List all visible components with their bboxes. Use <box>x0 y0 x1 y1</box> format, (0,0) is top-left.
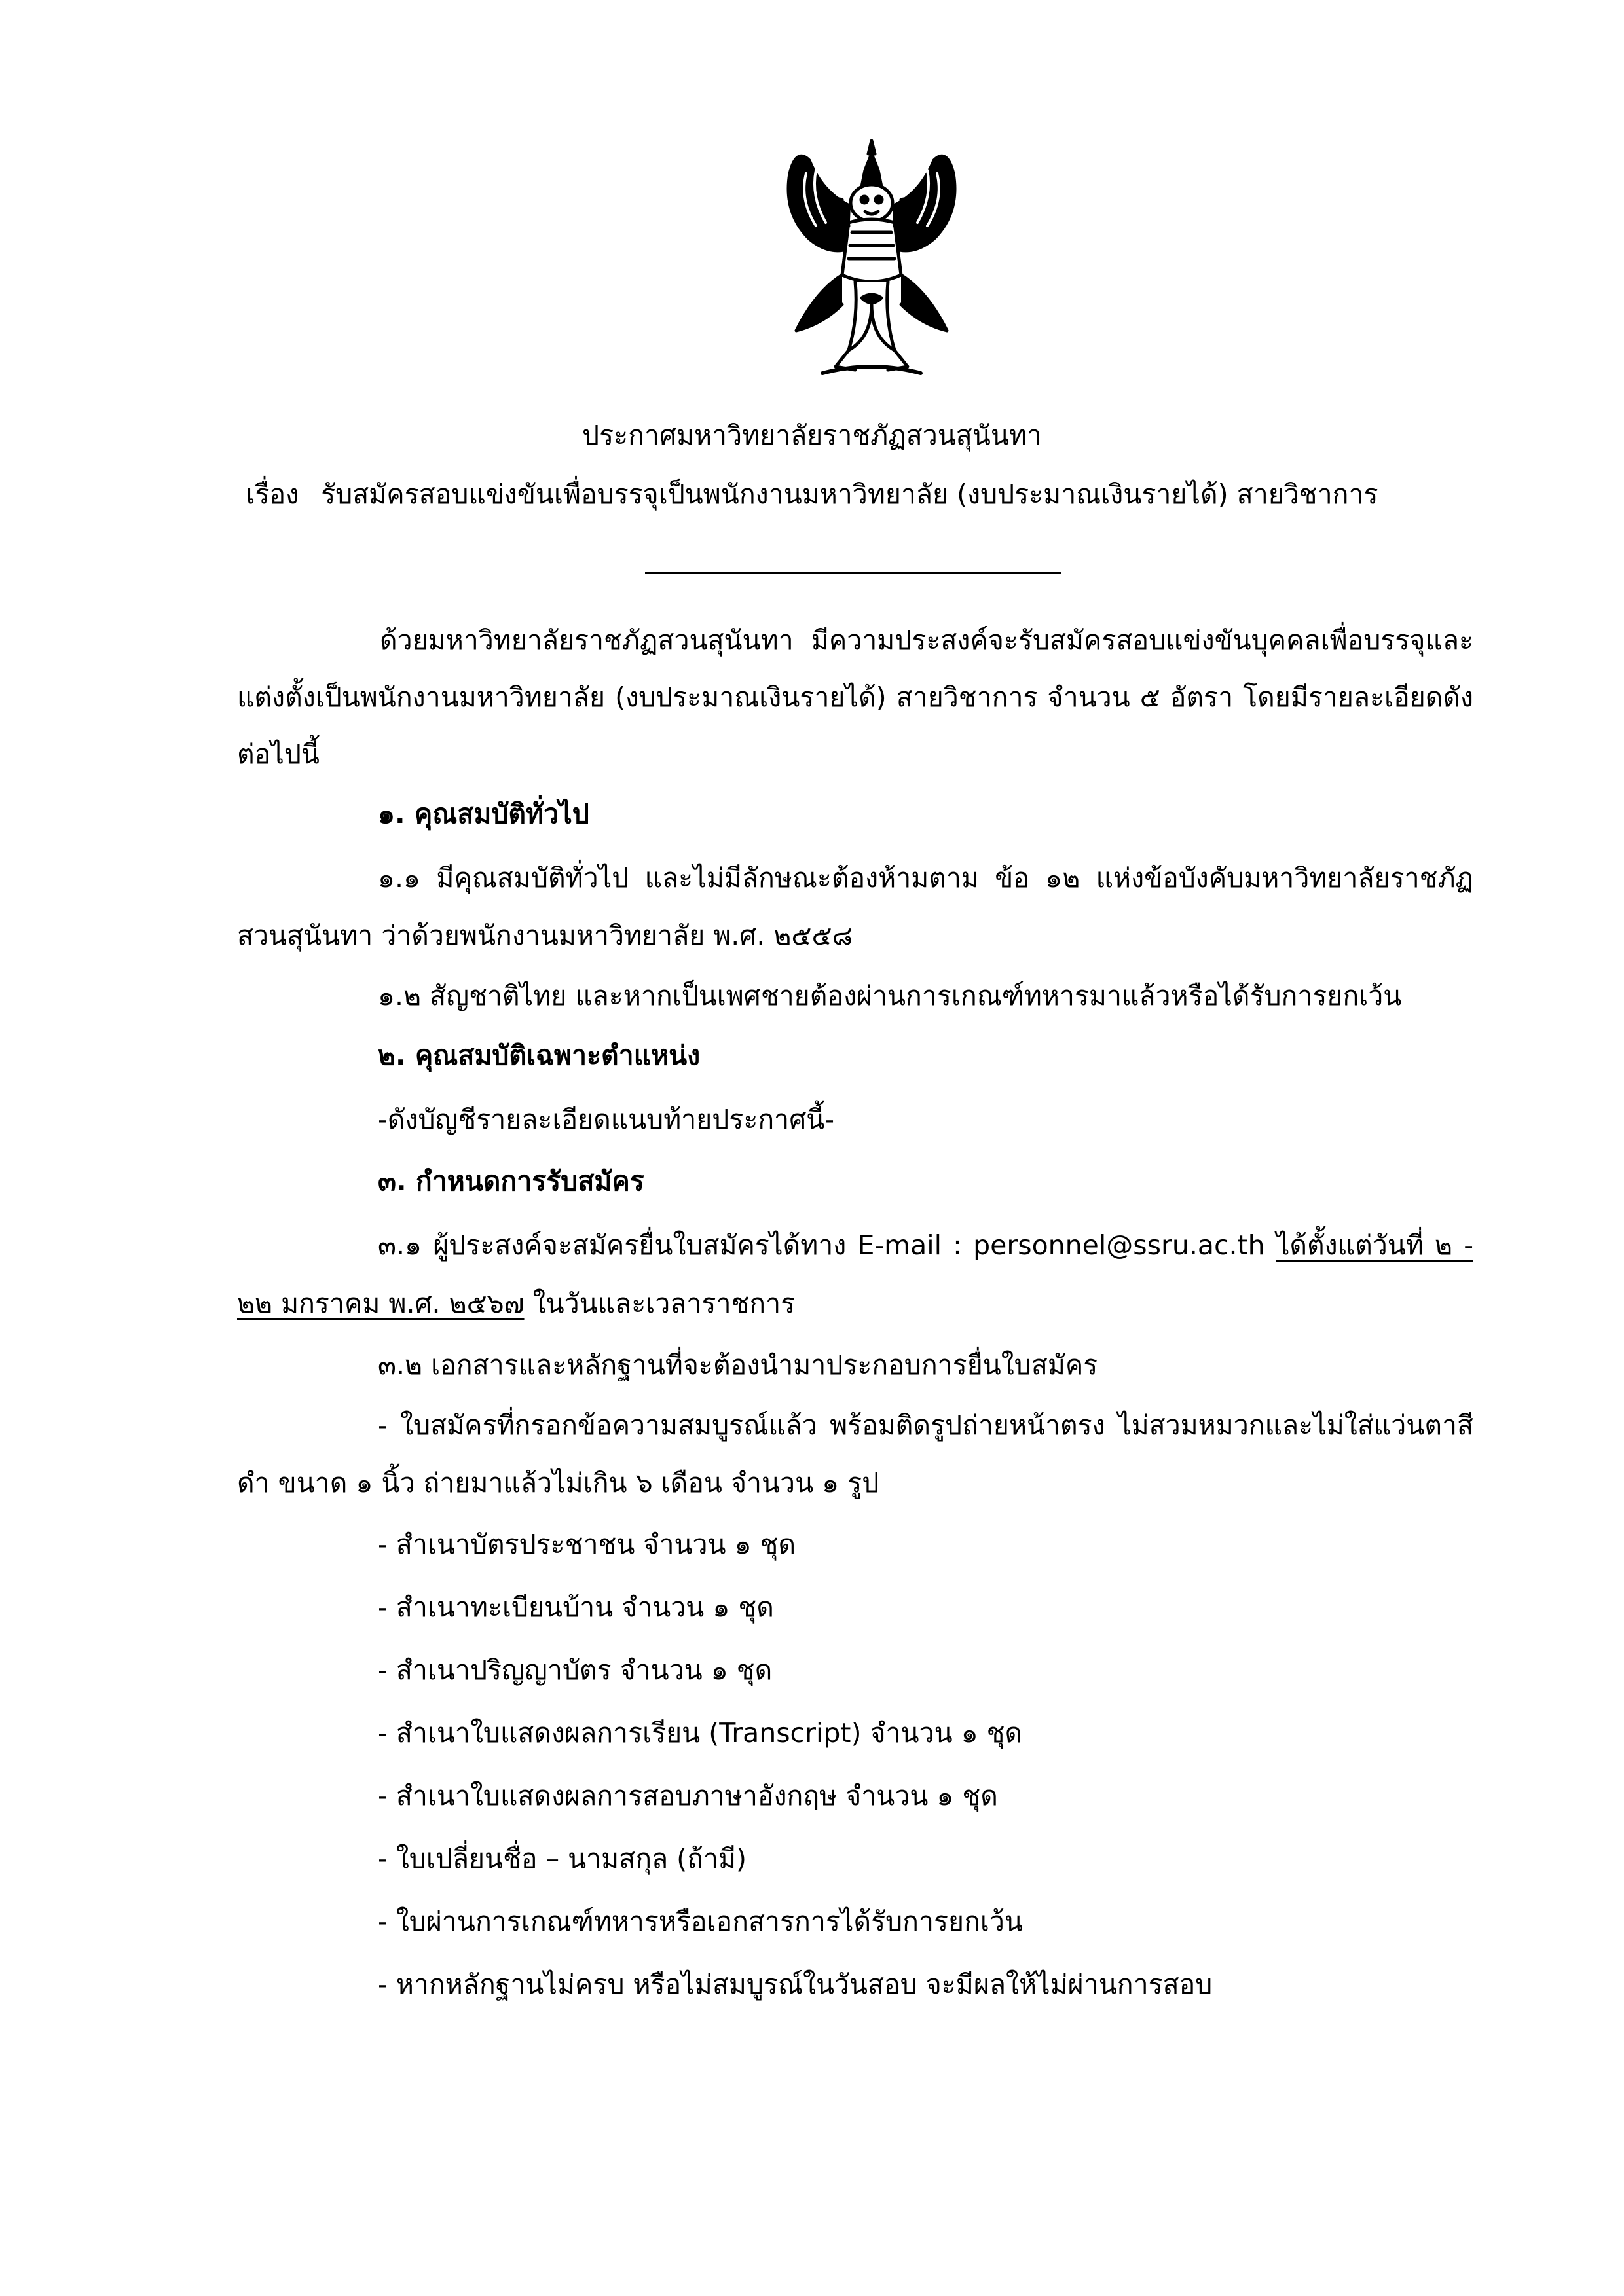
subject-label: เรื่อง <box>246 479 299 510</box>
section-2-heading: ๒. คุณสมบัติเฉพาะตำแหน่ง <box>378 1040 701 1071</box>
document-item: - ใบเปลี่ยนชื่อ – นามสกุล (ถ้ามี) <box>378 1843 747 1874</box>
issuer-title: ประกาศมหาวิทยาลัยราชภัฏสวนสุนันทา <box>582 420 1042 451</box>
section-1-item-1-line-2: สวนสุนันทา ว่าด้วยพนักงานมหาวิทยาลัย พ.ศ. ๒๕๕๘ <box>237 920 853 951</box>
application-end-date: ๒๒ มกราคม พ.ศ. ๒๕๖๗ <box>237 1288 525 1319</box>
application-start-date: ได้ตั้งแต่วันที่ ๒ - <box>1276 1230 1473 1261</box>
application-email-text: ๓.๑ ผู้ประสงค์จะสมัครยื่นใบสมัครได้ทาง E-mail : personnel@ssru.ac.th <box>378 1230 1265 1261</box>
subject-row <box>0 478 1624 511</box>
intro-line-2: แต่งตั้งเป็นพนักงานมหาวิทยาลัย (งบประมาณเงินรายได้) สายวิชาการ จำนวน ๕ อัตรา โดยมีรายละเอียดดัง <box>237 682 1473 713</box>
document-1-line-2: ดำ ขนาด ๑ นิ้ว ถ่ายมาแล้วไม่เกิน ๖ เดือน จำนวน ๑ รูป <box>237 1467 879 1499</box>
section-1-heading: ๑. คุณสมบัติทั่วไป <box>378 798 589 829</box>
subject-text: รับสมัครสอบแข่งขันเพื่อบรรจุเป็นพนักงานมหาวิทยาลัย (งบประมาณเงินรายได้) สายวิชาการ <box>321 479 1378 510</box>
office-hours-text: ในวันและเวลาราชการ <box>532 1288 796 1319</box>
section-3-heading: ๓. กำหนดการรับสมัคร <box>378 1165 644 1197</box>
header-divider <box>645 572 1061 574</box>
document-item: - สำเนาบัตรประชาชน จำนวน ๑ ชุด <box>378 1529 796 1560</box>
document-1-line-1: - ใบสมัครที่กรอกข้อความสมบูรณ์แล้ว พร้อมติดรูปถ่ายหน้าตรง ไม่สวมหมวกและไม่ใส่แว่นตาสี <box>378 1410 1473 1441</box>
section-3-item-1-line-2 <box>237 1287 795 1320</box>
section-1-item-2: ๑.๒ สัญชาติไทย และหากเป็นเพศชายต้องผ่านการเกณฑ์ทหารมาแล้วหรือได้รับการยกเว้น <box>378 980 1402 1011</box>
intro-line-1: ด้วยมหาวิทยาลัยราชภัฏสวนสุนันทา มีความประสงค์จะรับสมัครสอบแข่งขันบุคคลเพื่อบรรจุและ <box>380 625 1473 656</box>
section-3-item-2: ๓.๒ เอกสารและหลักฐานที่จะต้องนำมาประกอบการยื่นใบสมัคร <box>378 1349 1098 1381</box>
intro-line-3: ต่อไปนี้ <box>237 738 320 770</box>
section-1-item-1-line-1: ๑.๑ มีคุณสมบัติทั่วไป และไม่มีลักษณะต้องห้ามตาม ข้อ ๑๒ แห่งข้อบังคับมหาวิทยาลัยราชภัฏ <box>378 862 1473 894</box>
document-item: - สำเนาทะเบียนบ้าน จำนวน ๑ ชุด <box>378 1592 774 1623</box>
document-item: - สำเนาปริญญาบัตร จำนวน ๑ ชุด <box>378 1654 773 1686</box>
section-3-item-1-line-1 <box>378 1229 1473 1262</box>
document-item: - สำเนาใบแสดงผลการเรียน (Transcript) จำนวน ๑ ชุด <box>378 1717 1023 1749</box>
document-item: - หากหลักฐานไม่ครบ หรือไม่สมบูรณ์ในวันสอบ จะมีผลให้ไม่ผ่านการสอบ <box>378 1969 1213 2000</box>
section-2-text: -ดังบัญชีรายละเอียดแนบท้ายประกาศนี้- <box>378 1104 835 1135</box>
garuda-emblem-icon <box>770 134 973 383</box>
document-item: - สำเนาใบแสดงผลการสอบภาษาอังกฤษ จำนวน ๑ ชุด <box>378 1780 998 1812</box>
document-item: - ใบผ่านการเกณฑ์ทหารหรือเอกสารการได้รับการยกเว้น <box>378 1906 1023 1937</box>
